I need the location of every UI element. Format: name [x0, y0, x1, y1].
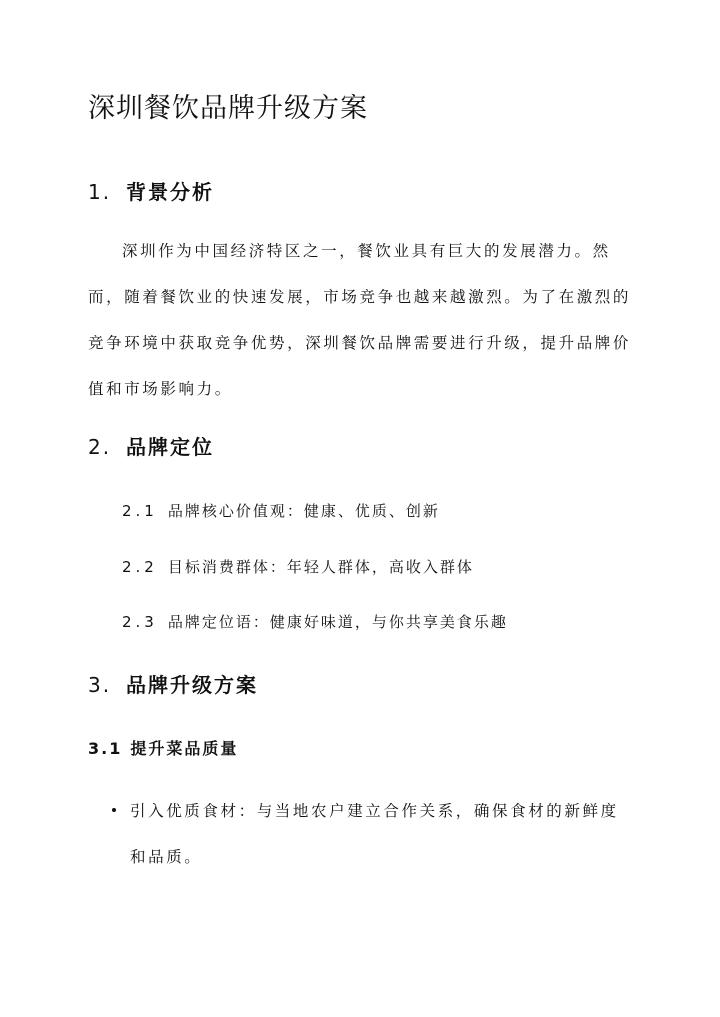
- item-number: 2.3: [122, 613, 158, 631]
- section-heading-1: [88, 176, 214, 205]
- bullet-text: 引入优质食材：与当地农户建立合作关系，确保食材的新鲜度和品质。: [130, 802, 619, 866]
- positioning-item: [122, 611, 508, 632]
- section-title: 品牌升级方案: [126, 673, 258, 697]
- bullet-icon: [112, 808, 116, 812]
- section-heading-2: [88, 431, 214, 460]
- subsection-heading: [88, 736, 238, 759]
- section-heading-3: [88, 669, 258, 698]
- positioning-item: [122, 500, 440, 521]
- document-title: 深圳餐饮品牌升级方案: [88, 93, 368, 124]
- background-paragraph: 深圳作为中国经济特区之一，餐饮业具有巨大的发展潜力。然而，随着餐饮业的快速发展，市场竞争也越来越激烈。为了在激烈的竞争环境中获取竞争优势，深圳餐饮品牌需要进行升级，提升品牌价值和市场影响力。: [88, 242, 632, 398]
- section-number: 1.: [88, 180, 112, 204]
- section-title: 背景分析: [126, 180, 214, 204]
- item-text: 品牌核心价值观：健康、优质、创新: [167, 502, 440, 520]
- bullet-list-item: [100, 788, 620, 880]
- item-text: 目标消费群体：年轻人群体，高收入群体: [167, 558, 474, 576]
- positioning-item: [122, 556, 474, 577]
- section-title: 品牌定位: [126, 435, 214, 459]
- item-number: 2.2: [122, 558, 158, 576]
- subsection-title: 提升菜品质量: [130, 739, 239, 758]
- item-text: 品牌定位语：健康好味道，与你共享美食乐趣: [167, 613, 508, 631]
- item-number: 2.1: [122, 502, 158, 520]
- section-number: 2.: [88, 435, 112, 459]
- section-number: 3.: [88, 673, 112, 697]
- subsection-number: 3.1: [88, 739, 123, 758]
